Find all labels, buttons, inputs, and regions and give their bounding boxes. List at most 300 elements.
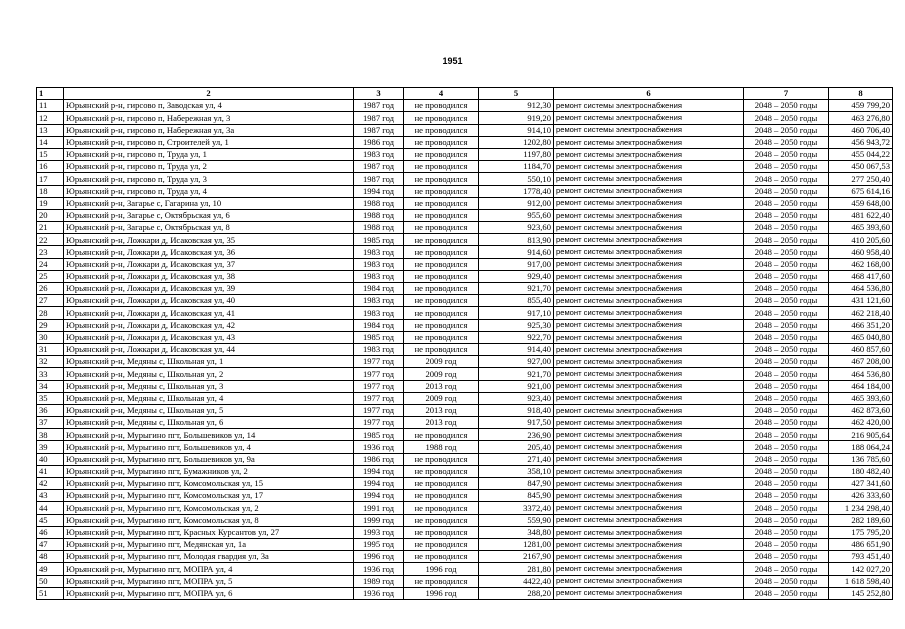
build-year-cell: 1994 год [354, 465, 404, 477]
survey-cell: не проводился [404, 246, 479, 258]
period-cell: 2048 – 2050 годы [744, 222, 829, 234]
cost-cell: 465 393,60 [829, 222, 893, 234]
work-type-cell: ремонт системы электроснабжения [554, 404, 744, 416]
work-type-cell: ремонт системы электроснабжения [554, 270, 744, 282]
area-cell: 271,40 [479, 453, 554, 465]
build-year-cell: 1988 год [354, 209, 404, 221]
work-type-cell: ремонт системы электроснабжения [554, 258, 744, 270]
cost-cell: 465 040,80 [829, 331, 893, 343]
period-cell: 2048 – 2050 годы [744, 295, 829, 307]
cost-cell: 216 905,64 [829, 429, 893, 441]
area-cell: 921,70 [479, 368, 554, 380]
work-type-cell: ремонт системы электроснабжения [554, 514, 744, 526]
work-type-cell: ремонт системы электроснабжения [554, 417, 744, 429]
build-year-cell: 1986 год [354, 453, 404, 465]
build-year-cell: 1985 год [354, 234, 404, 246]
build-year-cell: 1999 год [354, 514, 404, 526]
area-cell: 921,00 [479, 380, 554, 392]
row-number-cell: 45 [37, 514, 64, 526]
table-row [37, 258, 893, 270]
area-cell: 923,60 [479, 222, 554, 234]
period-cell: 2048 – 2050 годы [744, 343, 829, 355]
row-number-cell: 22 [37, 234, 64, 246]
cost-cell: 282 189,60 [829, 514, 893, 526]
area-cell: 925,30 [479, 319, 554, 331]
period-cell: 2048 – 2050 годы [744, 526, 829, 538]
survey-cell: не проводился [404, 173, 479, 185]
area-cell: 923,40 [479, 392, 554, 404]
survey-cell: 2009 год [404, 392, 479, 404]
survey-cell: 1988 год [404, 441, 479, 453]
cost-cell: 460 706,40 [829, 124, 893, 136]
address-cell: Юрьянский р-н, Ложкари д, Исаковская ул, 35 [64, 234, 354, 246]
table-header-row [37, 88, 893, 100]
address-cell: Юрьянский р-н, Мурыгино пгт, Медянская ул, 1а [64, 538, 354, 550]
row-number-cell: 38 [37, 429, 64, 441]
period-cell: 2048 – 2050 годы [744, 234, 829, 246]
work-type-cell: ремонт системы электроснабжения [554, 197, 744, 209]
table-row [37, 136, 893, 148]
area-cell: 912,30 [479, 100, 554, 112]
area-cell: 917,50 [479, 417, 554, 429]
work-type-cell: ремонт системы электроснабжения [554, 478, 744, 490]
address-cell: Юрьянский р-н, Ложкари д, Исаковская ул, 36 [64, 246, 354, 258]
survey-cell: не проводился [404, 112, 479, 124]
work-type-cell: ремонт системы электроснабжения [554, 453, 744, 465]
area-cell: 855,40 [479, 295, 554, 307]
survey-cell: не проводился [404, 295, 479, 307]
cost-cell: 427 341,60 [829, 478, 893, 490]
work-type-cell: ремонт системы электроснабжения [554, 136, 744, 148]
address-cell: Юрьянский р-н, Медяны с, Школьная ул, 3 [64, 380, 354, 392]
survey-cell: не проводился [404, 551, 479, 563]
cost-cell: 462 168,00 [829, 258, 893, 270]
work-type-cell: ремонт системы электроснабжения [554, 148, 744, 160]
survey-cell: не проводился [404, 185, 479, 197]
address-cell: Юрьянский р-н, Мурыгино пгт, Комсомольская ул, 15 [64, 478, 354, 490]
cost-cell: 464 536,80 [829, 283, 893, 295]
period-cell: 2048 – 2050 годы [744, 575, 829, 587]
cost-cell: 675 614,16 [829, 185, 893, 197]
row-number-cell: 47 [37, 538, 64, 550]
work-type-cell: ремонт системы электроснабжения [554, 209, 744, 221]
build-year-cell: 1977 год [354, 417, 404, 429]
row-number-cell: 25 [37, 270, 64, 282]
table-row [37, 112, 893, 124]
area-cell: 348,80 [479, 526, 554, 538]
row-number-cell: 24 [37, 258, 64, 270]
row-number-cell: 32 [37, 356, 64, 368]
period-cell: 2048 – 2050 годы [744, 258, 829, 270]
cost-cell: 145 252,80 [829, 587, 893, 599]
row-number-cell: 44 [37, 502, 64, 514]
cost-cell: 456 943,72 [829, 136, 893, 148]
cost-cell: 175 795,20 [829, 526, 893, 538]
table-row [37, 478, 893, 490]
build-year-cell: 1996 год [354, 551, 404, 563]
cost-cell: 486 651,90 [829, 538, 893, 550]
survey-cell: не проводился [404, 319, 479, 331]
work-type-cell: ремонт системы электроснабжения [554, 100, 744, 112]
header-cell: 8 [829, 88, 893, 100]
survey-cell: 2013 год [404, 380, 479, 392]
table-row [37, 246, 893, 258]
row-number-cell: 40 [37, 453, 64, 465]
period-cell: 2048 – 2050 годы [744, 490, 829, 502]
table-row [37, 124, 893, 136]
table-row [37, 526, 893, 538]
table-row [37, 587, 893, 599]
row-number-cell: 14 [37, 136, 64, 148]
survey-cell: не проводился [404, 270, 479, 282]
table-row [37, 197, 893, 209]
area-cell: 288,20 [479, 587, 554, 599]
page-number: 1951 [442, 56, 463, 66]
build-year-cell: 1936 год [354, 563, 404, 575]
row-number-cell: 28 [37, 307, 64, 319]
header-cell: 4 [404, 88, 479, 100]
cost-cell: 460 857,60 [829, 343, 893, 355]
cost-cell: 450 067,53 [829, 161, 893, 173]
area-cell: 358,10 [479, 465, 554, 477]
period-cell: 2048 – 2050 годы [744, 417, 829, 429]
area-cell: 955,60 [479, 209, 554, 221]
address-cell: Юрьянский р-н, гирсово п, Труда ул, 2 [64, 161, 354, 173]
build-year-cell: 1984 год [354, 319, 404, 331]
table-row [37, 295, 893, 307]
address-cell: Юрьянский р-н, Мурыгино пгт, Большевиков ул, 4 [64, 441, 354, 453]
address-cell: Юрьянский р-н, гирсово п, Набережная ул, 3 [64, 112, 354, 124]
survey-cell: не проводился [404, 307, 479, 319]
survey-cell: не проводился [404, 283, 479, 295]
build-year-cell: 1986 год [354, 136, 404, 148]
cost-cell: 455 044,22 [829, 148, 893, 160]
period-cell: 2048 – 2050 годы [744, 429, 829, 441]
period-cell: 2048 – 2050 годы [744, 441, 829, 453]
table-row [37, 563, 893, 575]
address-cell: Юрьянский р-н, Мурыгино пгт, Большевиков ул, 9а [64, 453, 354, 465]
build-year-cell: 1989 год [354, 575, 404, 587]
period-cell: 2048 – 2050 годы [744, 404, 829, 416]
cost-cell: 466 351,20 [829, 319, 893, 331]
row-number-cell: 49 [37, 563, 64, 575]
area-cell: 919,20 [479, 112, 554, 124]
table-row [37, 185, 893, 197]
area-cell: 922,70 [479, 331, 554, 343]
table-row [37, 148, 893, 160]
cost-cell: 426 333,60 [829, 490, 893, 502]
period-cell: 2048 – 2050 годы [744, 197, 829, 209]
table-row [37, 234, 893, 246]
area-cell: 1202,80 [479, 136, 554, 148]
work-type-cell: ремонт системы электроснабжения [554, 429, 744, 441]
work-type-cell: ремонт системы электроснабжения [554, 173, 744, 185]
work-type-cell: ремонт системы электроснабжения [554, 307, 744, 319]
table-row [37, 173, 893, 185]
address-cell: Юрьянский р-н, Загарье с, Октябрьская ул, 6 [64, 209, 354, 221]
cost-cell: 142 027,20 [829, 563, 893, 575]
row-number-cell: 43 [37, 490, 64, 502]
survey-cell: 2013 год [404, 404, 479, 416]
survey-cell: не проводился [404, 209, 479, 221]
work-type-cell: ремонт системы электроснабжения [554, 587, 744, 599]
table-row [37, 417, 893, 429]
header-cell: 7 [744, 88, 829, 100]
cost-cell: 459 648,00 [829, 197, 893, 209]
row-number-cell: 36 [37, 404, 64, 416]
survey-cell: 2009 год [404, 368, 479, 380]
address-cell: Юрьянский р-н, Мурыгино пгт, Красных Курсантов ул, 27 [64, 526, 354, 538]
survey-cell: 1996 год [404, 587, 479, 599]
address-cell: Юрьянский р-н, гирсово п, Труда ул, 3 [64, 173, 354, 185]
build-year-cell: 1977 год [354, 392, 404, 404]
period-cell: 2048 – 2050 годы [744, 270, 829, 282]
build-year-cell: 1983 год [354, 270, 404, 282]
survey-cell: не проводился [404, 161, 479, 173]
row-number-cell: 35 [37, 392, 64, 404]
area-cell: 205,40 [479, 441, 554, 453]
row-number-cell: 16 [37, 161, 64, 173]
work-type-cell: ремонт системы электроснабжения [554, 283, 744, 295]
address-cell: Юрьянский р-н, гирсово п, Труда ул, 1 [64, 148, 354, 160]
survey-cell: не проводился [404, 124, 479, 136]
survey-cell: не проводился [404, 136, 479, 148]
work-type-cell: ремонт системы электроснабжения [554, 112, 744, 124]
work-type-cell: ремонт системы электроснабжения [554, 368, 744, 380]
area-cell: 1197,80 [479, 148, 554, 160]
survey-cell: не проводился [404, 453, 479, 465]
header-cell: 6 [554, 88, 744, 100]
table-row [37, 222, 893, 234]
area-cell: 918,40 [479, 404, 554, 416]
cost-cell: 793 451,40 [829, 551, 893, 563]
period-cell: 2048 – 2050 годы [744, 307, 829, 319]
period-cell: 2048 – 2050 годы [744, 478, 829, 490]
work-type-cell: ремонт системы электроснабжения [554, 331, 744, 343]
period-cell: 2048 – 2050 годы [744, 112, 829, 124]
period-cell: 2048 – 2050 годы [744, 136, 829, 148]
row-number-cell: 51 [37, 587, 64, 599]
cost-cell: 462 218,40 [829, 307, 893, 319]
survey-cell: не проводился [404, 514, 479, 526]
row-number-cell: 19 [37, 197, 64, 209]
table-row [37, 270, 893, 282]
row-number-cell: 11 [37, 100, 64, 112]
build-year-cell: 1987 год [354, 112, 404, 124]
row-number-cell: 42 [37, 478, 64, 490]
address-cell: Юрьянский р-н, Ложкари д, Исаковская ул, 42 [64, 319, 354, 331]
work-type-cell: ремонт системы электроснабжения [554, 490, 744, 502]
address-cell: Юрьянский р-н, гирсово п, Заводская ул, 4 [64, 100, 354, 112]
address-cell: Юрьянский р-н, Ложкари д, Исаковская ул, 38 [64, 270, 354, 282]
row-number-cell: 13 [37, 124, 64, 136]
build-year-cell: 1988 год [354, 222, 404, 234]
survey-cell: не проводился [404, 538, 479, 550]
area-cell: 917,10 [479, 307, 554, 319]
work-type-cell: ремонт системы электроснабжения [554, 538, 744, 550]
period-cell: 2048 – 2050 годы [744, 551, 829, 563]
area-cell: 281,80 [479, 563, 554, 575]
build-year-cell: 1983 год [354, 307, 404, 319]
cost-cell: 1 234 298,40 [829, 502, 893, 514]
area-cell: 921,70 [479, 283, 554, 295]
work-type-cell: ремонт системы электроснабжения [554, 319, 744, 331]
period-cell: 2048 – 2050 годы [744, 209, 829, 221]
row-number-cell: 31 [37, 343, 64, 355]
build-year-cell: 1977 год [354, 380, 404, 392]
area-cell: 847,90 [479, 478, 554, 490]
period-cell: 2048 – 2050 годы [744, 502, 829, 514]
work-type-cell: ремонт системы электроснабжения [554, 185, 744, 197]
work-type-cell: ремонт системы электроснабжения [554, 575, 744, 587]
period-cell: 2048 – 2050 годы [744, 246, 829, 258]
survey-cell: не проводился [404, 429, 479, 441]
cost-cell: 467 208,00 [829, 356, 893, 368]
survey-cell: не проводился [404, 148, 479, 160]
cost-cell: 188 064,24 [829, 441, 893, 453]
period-cell: 2048 – 2050 годы [744, 563, 829, 575]
cost-cell: 464 184,00 [829, 380, 893, 392]
address-cell: Юрьянский р-н, Мурыгино пгт, МОПРА ул, 6 [64, 587, 354, 599]
period-cell: 2048 – 2050 годы [744, 283, 829, 295]
build-year-cell: 1987 год [354, 100, 404, 112]
work-type-cell: ремонт системы электроснабжения [554, 465, 744, 477]
table-row [37, 307, 893, 319]
row-number-cell: 20 [37, 209, 64, 221]
build-year-cell: 1983 год [354, 258, 404, 270]
survey-cell: не проводился [404, 234, 479, 246]
table-row [37, 319, 893, 331]
cost-cell: 468 417,60 [829, 270, 893, 282]
survey-cell: не проводился [404, 575, 479, 587]
table-row [37, 490, 893, 502]
cost-cell: 410 205,60 [829, 234, 893, 246]
address-cell: Юрьянский р-н, Мурыгино пгт, Большевиков ул, 14 [64, 429, 354, 441]
area-cell: 914,60 [479, 246, 554, 258]
work-type-cell: ремонт системы электроснабжения [554, 380, 744, 392]
table-row [37, 502, 893, 514]
build-year-cell: 1994 год [354, 185, 404, 197]
survey-cell: 2013 год [404, 417, 479, 429]
row-number-cell: 21 [37, 222, 64, 234]
table-row [37, 514, 893, 526]
build-year-cell: 1977 год [354, 404, 404, 416]
row-number-cell: 26 [37, 283, 64, 295]
period-cell: 2048 – 2050 годы [744, 100, 829, 112]
table-row [37, 380, 893, 392]
cost-cell: 277 250,40 [829, 173, 893, 185]
table-row [37, 100, 893, 112]
cost-cell: 463 276,80 [829, 112, 893, 124]
build-year-cell: 1987 год [354, 124, 404, 136]
period-cell: 2048 – 2050 годы [744, 587, 829, 599]
build-year-cell: 1936 год [354, 441, 404, 453]
row-number-cell: 23 [37, 246, 64, 258]
period-cell: 2048 – 2050 годы [744, 173, 829, 185]
survey-cell: не проводился [404, 100, 479, 112]
area-cell: 236,90 [479, 429, 554, 441]
area-cell: 813,90 [479, 234, 554, 246]
address-cell: Юрьянский р-н, Мурыгино пгт, Комсомольская ул, 8 [64, 514, 354, 526]
address-cell: Юрьянский р-н, гирсово п, Строителей ул, 1 [64, 136, 354, 148]
period-cell: 2048 – 2050 годы [744, 380, 829, 392]
area-cell: 912,00 [479, 197, 554, 209]
row-number-cell: 15 [37, 148, 64, 160]
area-cell: 845,90 [479, 490, 554, 502]
table-row [37, 368, 893, 380]
period-cell: 2048 – 2050 годы [744, 356, 829, 368]
cost-cell: 462 873,60 [829, 404, 893, 416]
address-cell: Юрьянский р-н, Загарье с, Гагарина ул, 10 [64, 197, 354, 209]
address-cell: Юрьянский р-н, Ложкари д, Исаковская ул, 44 [64, 343, 354, 355]
cost-cell: 1 618 598,40 [829, 575, 893, 587]
address-cell: Юрьянский р-н, Ложкари д, Исаковская ул, 37 [64, 258, 354, 270]
table-row [37, 453, 893, 465]
work-type-cell: ремонт системы электроснабжения [554, 295, 744, 307]
header-cell: 2 [64, 88, 354, 100]
build-year-cell: 1988 год [354, 197, 404, 209]
survey-cell: не проводился [404, 490, 479, 502]
work-type-cell: ремонт системы электроснабжения [554, 124, 744, 136]
area-cell: 914,10 [479, 124, 554, 136]
survey-cell: не проводился [404, 478, 479, 490]
period-cell: 2048 – 2050 годы [744, 148, 829, 160]
table-row [37, 209, 893, 221]
address-cell: Юрьянский р-н, Медяны с, Школьная ул, 6 [64, 417, 354, 429]
period-cell: 2048 – 2050 годы [744, 319, 829, 331]
row-number-cell: 37 [37, 417, 64, 429]
cost-cell: 431 121,60 [829, 295, 893, 307]
area-cell: 2167,90 [479, 551, 554, 563]
build-year-cell: 1985 год [354, 331, 404, 343]
build-year-cell: 1977 год [354, 356, 404, 368]
row-number-cell: 46 [37, 526, 64, 538]
area-cell: 929,40 [479, 270, 554, 282]
area-cell: 914,40 [479, 343, 554, 355]
work-type-cell: ремонт системы электроснабжения [554, 551, 744, 563]
cost-cell: 460 958,40 [829, 246, 893, 258]
period-cell: 2048 – 2050 годы [744, 331, 829, 343]
area-cell: 1184,70 [479, 161, 554, 173]
address-cell: Юрьянский р-н, Медяны с, Школьная ул, 2 [64, 368, 354, 380]
build-year-cell: 1983 год [354, 148, 404, 160]
cost-cell: 462 420,00 [829, 417, 893, 429]
build-year-cell: 1984 год [354, 283, 404, 295]
work-type-cell: ремонт системы электроснабжения [554, 343, 744, 355]
cost-cell: 481 622,40 [829, 209, 893, 221]
area-cell: 3372,40 [479, 502, 554, 514]
build-year-cell: 1987 год [354, 161, 404, 173]
row-number-cell: 41 [37, 465, 64, 477]
address-cell: Юрьянский р-н, Ложкари д, Исаковская ул, 41 [64, 307, 354, 319]
work-type-cell: ремонт системы электроснабжения [554, 502, 744, 514]
cost-cell: 465 393,60 [829, 392, 893, 404]
area-cell: 1778,40 [479, 185, 554, 197]
address-cell: Юрьянский р-н, Мурыгино пгт, Молодая гвардия ул, 3а [64, 551, 354, 563]
survey-cell: не проводился [404, 258, 479, 270]
table-row [37, 538, 893, 550]
work-type-cell: ремонт системы электроснабжения [554, 234, 744, 246]
table-row [37, 331, 893, 343]
row-number-cell: 27 [37, 295, 64, 307]
period-cell: 2048 – 2050 годы [744, 514, 829, 526]
period-cell: 2048 – 2050 годы [744, 538, 829, 550]
address-cell: Юрьянский р-н, Мурыгино пгт, Комсомольская ул, 2 [64, 502, 354, 514]
row-number-cell: 30 [37, 331, 64, 343]
row-number-cell: 29 [37, 319, 64, 331]
registry-table [36, 87, 893, 600]
work-type-cell: ремонт системы электроснабжения [554, 526, 744, 538]
